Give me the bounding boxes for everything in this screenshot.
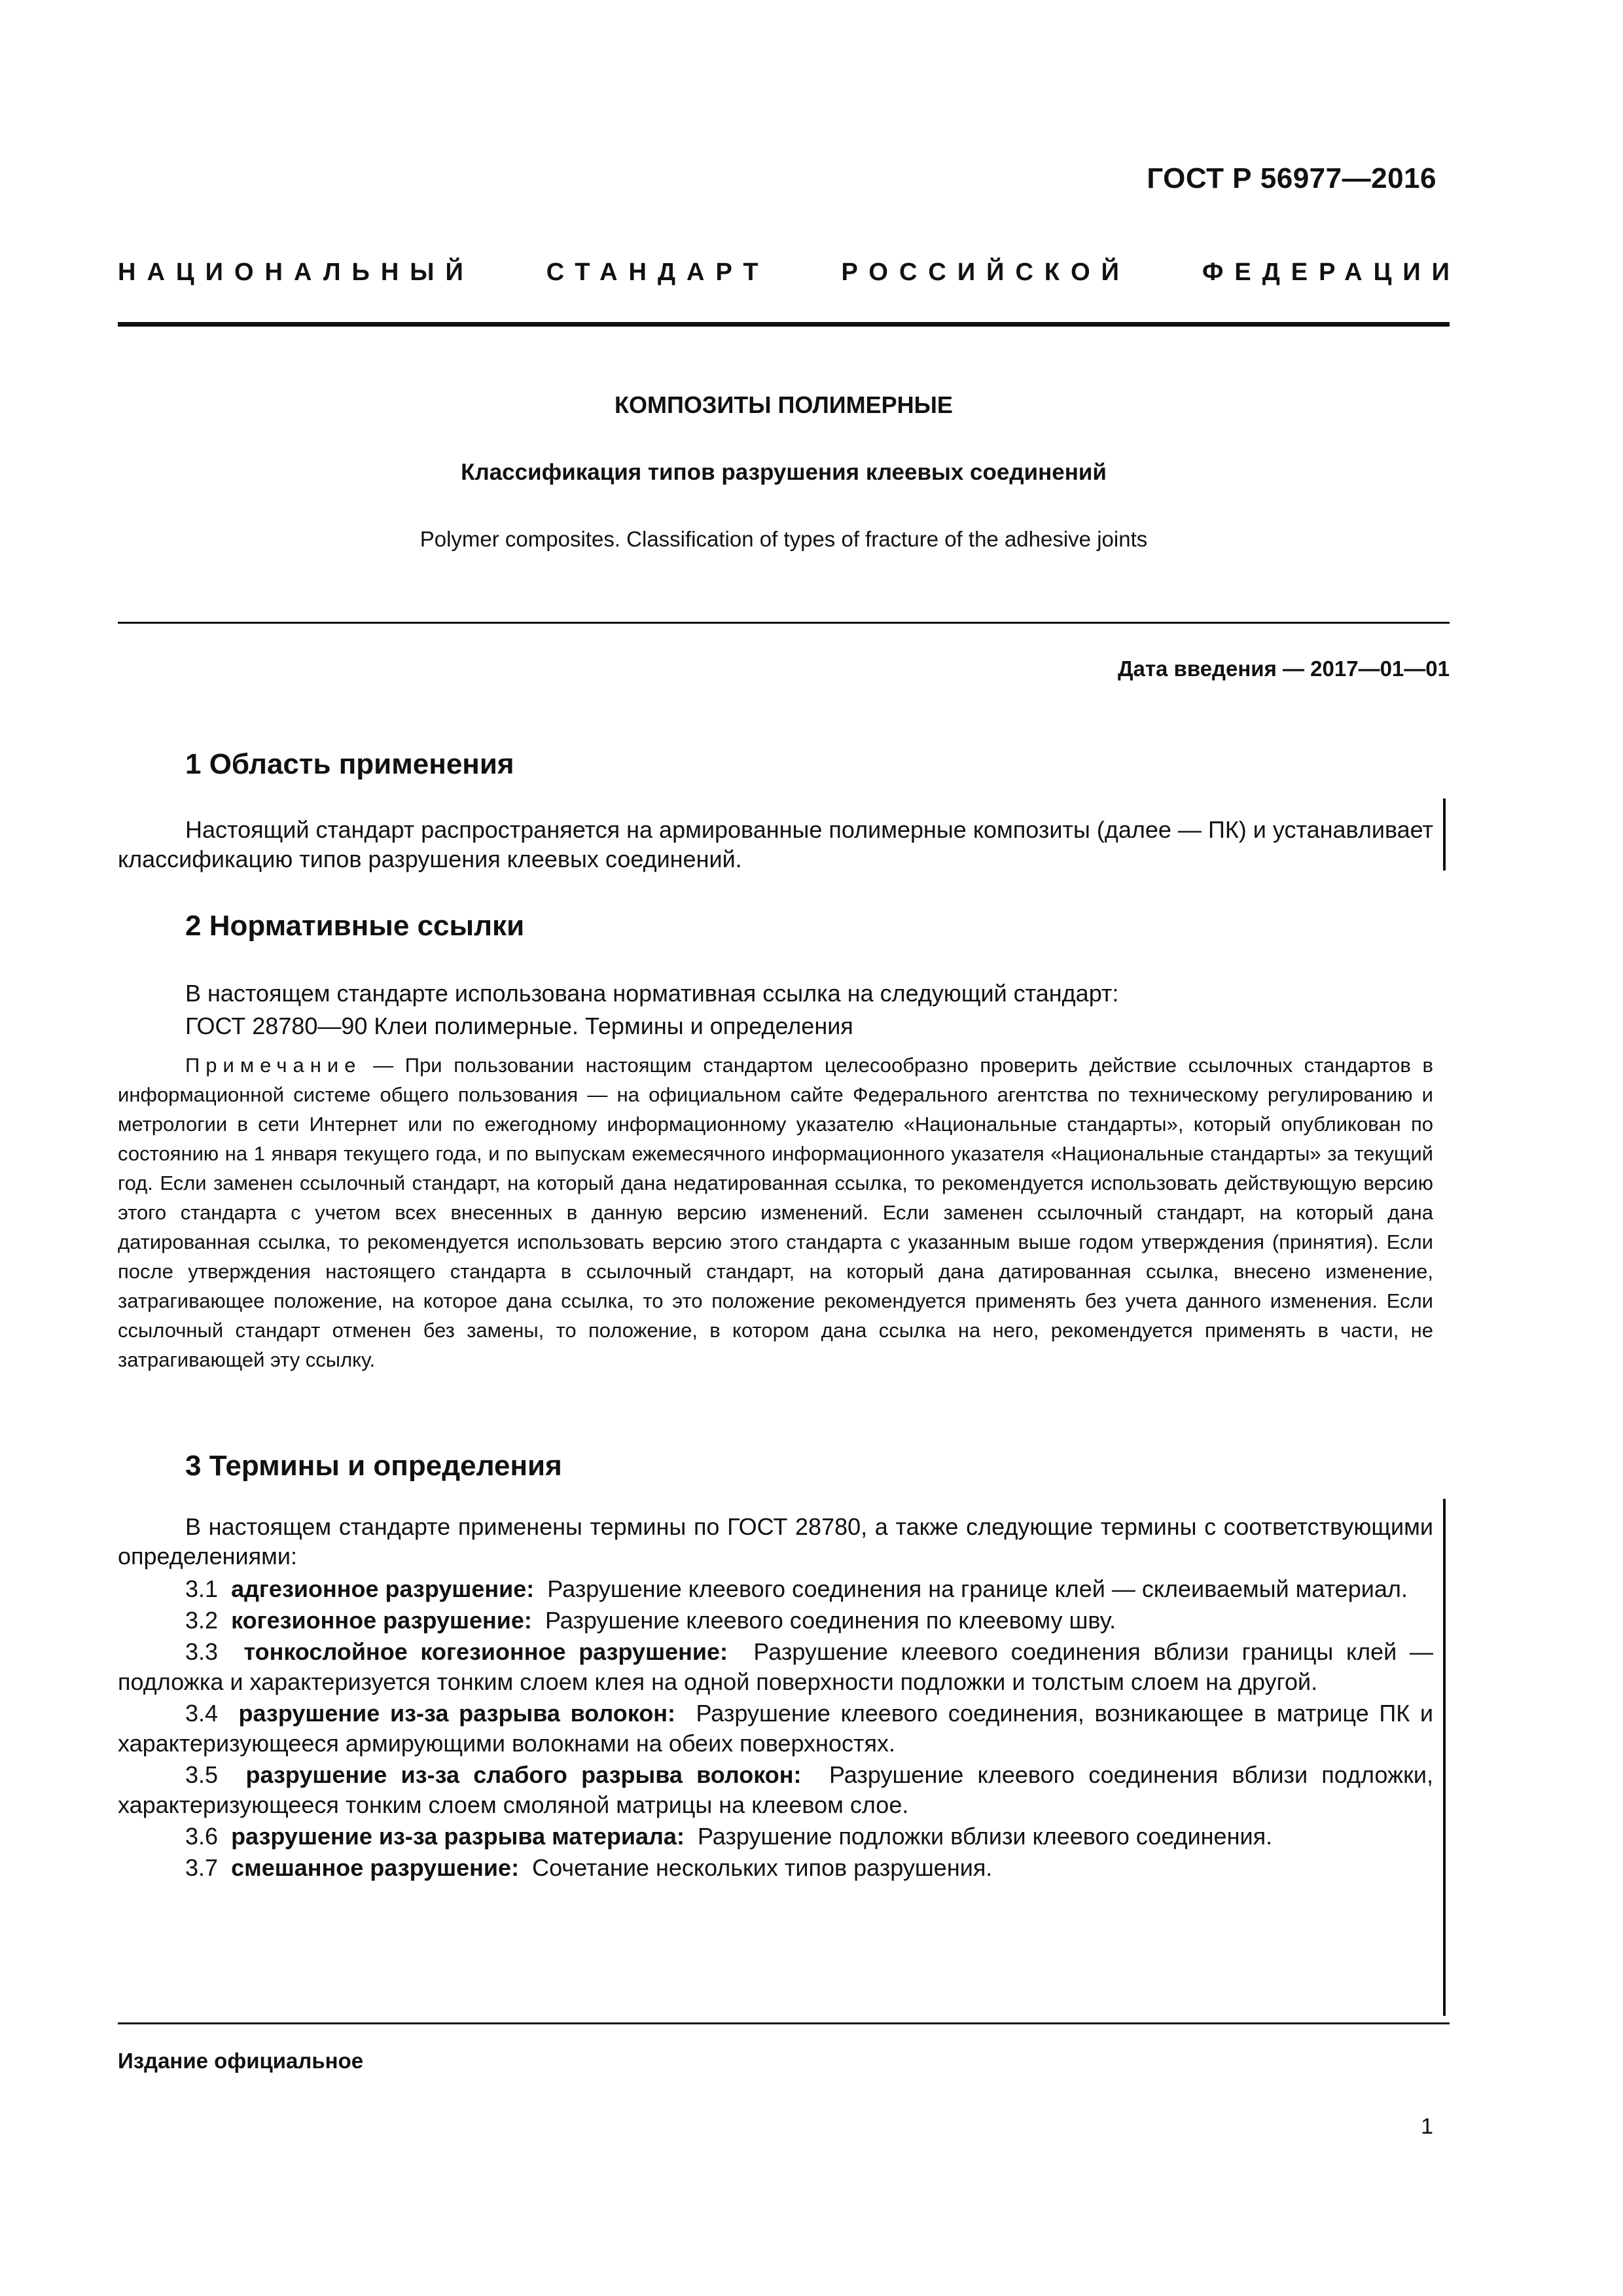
national-standard-heading bbox=[118, 259, 1461, 287]
page-number: 1 bbox=[1421, 2114, 1433, 2139]
terms-list bbox=[118, 1574, 1433, 1884]
change-bar bbox=[1443, 798, 1446, 870]
note-text: — При пользовании настоящим стандартом целесообразно проверить действие ссылочных стандартов в информационной системе общего пользования — на официальном сайте Федерального агентства по техническому регулированию и метрологии в сети Интернет или по ежегодному информационному указателю «Национальные стандарты», который опубликован по состоянию на 1 января текущего года, и по выпускам ежемесячного информационного указателя «Национальные стандарты» за текущий год. Если заменен ссылочный стандарт, на который дана недатированная ссылка, то рекомендуется использовать действующую версию этого стандарта с учетом всех внесенных в данную версию изменений. Если заменен ссылочный стандарт, на который дана датированная ссылка, то рекомендуется использовать версию этого стандарта с указанным выше годом утверждения (принятия). Если после утверждения настоящего стандарта в ссылочный стандарт, на который дана датированная ссылка, внесено изменение, затрагивающее положение, на которое дана ссылка, то это положение рекомендуется применять без учета данного изменения. Если ссылочный стандарт отменен без замены, то положение, в котором дана ссылка на него, рекомендуется применять в части, не затрагивающей эту ссылку. bbox=[118, 1054, 1433, 1371]
note-paragraph bbox=[118, 1050, 1433, 1374]
term-number: 3.5 bbox=[185, 1761, 219, 1788]
national-word: ФЕДЕРАЦИИ bbox=[1202, 259, 1461, 286]
term-definition: Разрушение подложки вблизи клеевого соединения. bbox=[697, 1823, 1273, 1850]
term-number: 3.7 bbox=[185, 1854, 219, 1881]
term-name: смешанное разрушение: bbox=[231, 1854, 520, 1881]
term-definition: Разрушение клеевого соединения на границе клей — склеиваемый материал. bbox=[547, 1575, 1408, 1602]
section-2-body: В настоящем стандарте использована нормативная ссылка на следующий стандарт: bbox=[185, 980, 1119, 1007]
header-rule bbox=[118, 322, 1450, 327]
document-title: КОМПОЗИТЫ ПОЛИМЕРНЫЕ bbox=[615, 391, 953, 418]
normative-reference: ГОСТ 28780—90 Клеи полимерные. Термины и определения bbox=[185, 1013, 853, 1039]
term-definition: Разрушение клеевого соединения, возникающее в матрице ПК и характеризующееся армирующими волокнами на обеих поверхностях. bbox=[118, 1700, 1433, 1757]
introduction-date: Дата введения — 2017—01—01 bbox=[1118, 656, 1450, 681]
term-definition: Сочетание нескольких типов разрушения. bbox=[532, 1854, 993, 1881]
term-name: тонкослойное когезионное разрушение: bbox=[243, 1638, 728, 1665]
term-number: 3.2 bbox=[185, 1607, 219, 1634]
official-edition-label: Издание официальное bbox=[118, 2049, 364, 2073]
term-name: разрушение из-за слабого разрыва волокон: bbox=[245, 1761, 802, 1788]
section-3-heading: 3 Термины и определения bbox=[185, 1450, 562, 1482]
term-item bbox=[118, 1574, 1433, 1604]
section-1-body: Настоящий стандарт распространяется на армированные полимерные композиты (далее — ПК) и устанавливает классификацию типов разрушения клеевых соединений. bbox=[118, 816, 1433, 872]
section-2-heading: 2 Нормативные ссылки bbox=[185, 910, 525, 942]
document-subtitle: Классификация типов разрушения клеевых соединений bbox=[461, 459, 1107, 485]
section-2-text bbox=[118, 978, 1433, 1008]
english-title: Polymer composites. Classification of types of fracture of the adhesive joints bbox=[419, 527, 1148, 551]
term-name: когезионное разрушение: bbox=[231, 1607, 532, 1634]
term-definition: Разрушение клеевого соединения по клеевому шву. bbox=[544, 1607, 1116, 1634]
section-1-heading: 1 Область применения bbox=[185, 748, 514, 780]
section-3-body: В настоящем стандарте применены термины по ГОСТ 28780, а также следующие термины с соответствующими определениями: bbox=[118, 1513, 1433, 1570]
term-number: 3.4 bbox=[185, 1700, 219, 1727]
term-definition: Разрушение клеевого соединения вблизи границы клей — подложка и характеризуется тонким слоем клея на одной поверхности подложки и толстым слоем на другой. bbox=[118, 1638, 1433, 1695]
term-item bbox=[118, 1760, 1433, 1820]
term-number: 3.1 bbox=[185, 1575, 219, 1602]
term-number: 3.6 bbox=[185, 1823, 219, 1850]
term-name: адгезионное разрушение: bbox=[231, 1575, 535, 1602]
section-1-text bbox=[118, 815, 1433, 874]
term-item bbox=[118, 1605, 1433, 1636]
term-item bbox=[118, 1821, 1433, 1852]
term-number: 3.3 bbox=[185, 1638, 219, 1665]
term-item bbox=[118, 1853, 1433, 1883]
national-word: РОССИЙСКОЙ bbox=[841, 259, 1130, 286]
title-rule bbox=[118, 622, 1450, 624]
term-definition: Разрушение клеевого соединения вблизи подложки, характеризующееся тонким слоем смоляной матрицы на клеевом слое. bbox=[118, 1761, 1433, 1818]
change-bar bbox=[1443, 1499, 1446, 2016]
gost-code: ГОСТ Р 56977—2016 bbox=[1147, 162, 1436, 194]
term-name: разрушение из-за разрыва материала: bbox=[231, 1823, 685, 1850]
term-name: разрушение из-за разрыва волокон: bbox=[238, 1700, 676, 1727]
term-item bbox=[118, 1637, 1433, 1697]
footer-rule bbox=[118, 2022, 1450, 2024]
term-item bbox=[118, 1698, 1433, 1759]
note-label: Примечание bbox=[185, 1054, 362, 1077]
national-word: СТАНДАРТ bbox=[546, 259, 770, 286]
national-word: НАЦИОНАЛЬНЫЙ bbox=[118, 259, 474, 286]
section-3-text bbox=[118, 1512, 1433, 1571]
